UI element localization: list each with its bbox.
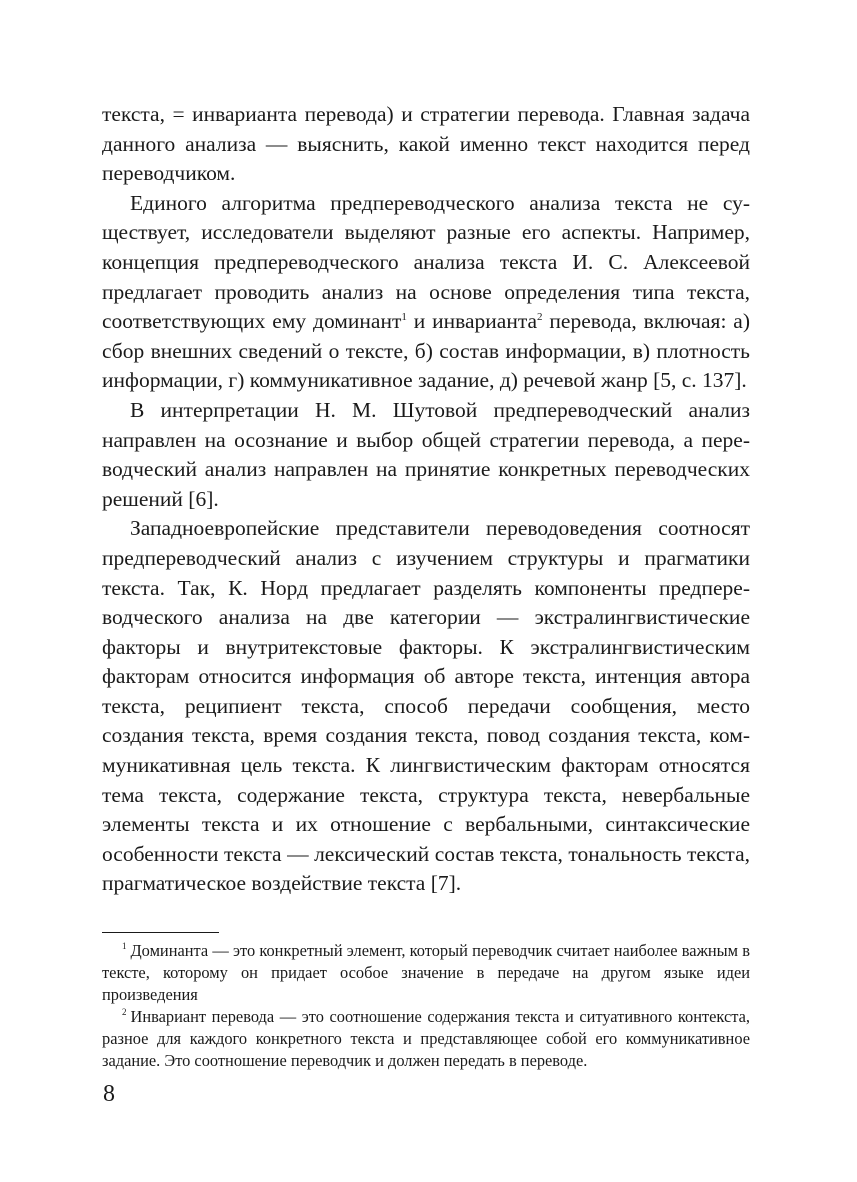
paragraph-2-part-a: Единого алгоритма предпереводческого анализа текста не существует, исследователи выделяют разные его аспекты. Например, концепция предпереводческого анализа текста И. С. Алексеевой предлагает проводить анализ на основе определения типа текста, соответствующих ему доминант	[102, 190, 750, 334]
footnote-1-marker: 1	[122, 941, 127, 952]
paragraph-3: В интерпретации Н. М. Шутовой предпереводческий анализ направлен на осознание и выбор общей стратегии перевода, а переводческий анализ направлен на принятие конкретных переводческих решений [6].	[102, 397, 750, 511]
footnote-1-text: Доминанта — это конкретный элемент, который переводчик считает наиболее важным в тексте, которому он придает особое значение в передаче на другом языке идеи произведения	[102, 941, 750, 1004]
paragraph-2-part-c: перевода, включая: а) сбор внешних сведений о тексте, б) состав информации, в) плотность информации, г) коммуникативное задание, д) речевой жанр [5, с. 137].	[102, 309, 750, 393]
footnote-2-text: Инвариант перевода — это соотношение содержания текста и ситуативного контекста, разное для каждого конкретного текста и представляющее собой его коммуникативное задание. Это соотношение переводчик и должен передать в переводе.	[102, 1007, 750, 1070]
paragraph-2-part-b: и инварианта	[406, 309, 538, 334]
footnote-2-marker: 2	[122, 1007, 127, 1018]
footnote-ref-2: 2	[537, 310, 543, 323]
footnote-divider	[102, 932, 219, 933]
footnote-1	[102, 940, 750, 1006]
page-body	[102, 100, 750, 899]
footnote-2	[102, 1006, 750, 1072]
footnote-ref-1: 1	[401, 310, 407, 323]
paragraph-2	[102, 189, 750, 396]
main-text	[102, 100, 750, 899]
paragraph-4: Западноевропейские представители переводоведения соотносят предпереводческий анализ с изучением структуры и прагматики текста. Так, К. Норд предлагает разделять компоненты предпереводческого анализа на две категории — экстралингвистические факторы и внутритекстовые факторы. К экстралингвистическим факторам относится информация об авторе текста, интенция автора текста, реципиент текста, способ передачи сообщения, место создания текста, время создания текста, повод создания текста, коммуникативная цель текста. К лингвистическим факторам относятся тема текста, содержание текста, структура текста, невербальные элементы текста и их отношение с вербальными, синтаксические особенности текста — лексический состав текста, тональность текста, прагматическое воздействие текста [7].	[102, 516, 750, 896]
page-number: 8	[103, 1081, 115, 1107]
footnotes	[102, 940, 750, 1072]
paragraph-1: текста, = инварианта перевода) и стратегии перевода. Главная задача данного анализа — выяснить, какой именно текст находится перед переводчиком.	[102, 102, 750, 186]
